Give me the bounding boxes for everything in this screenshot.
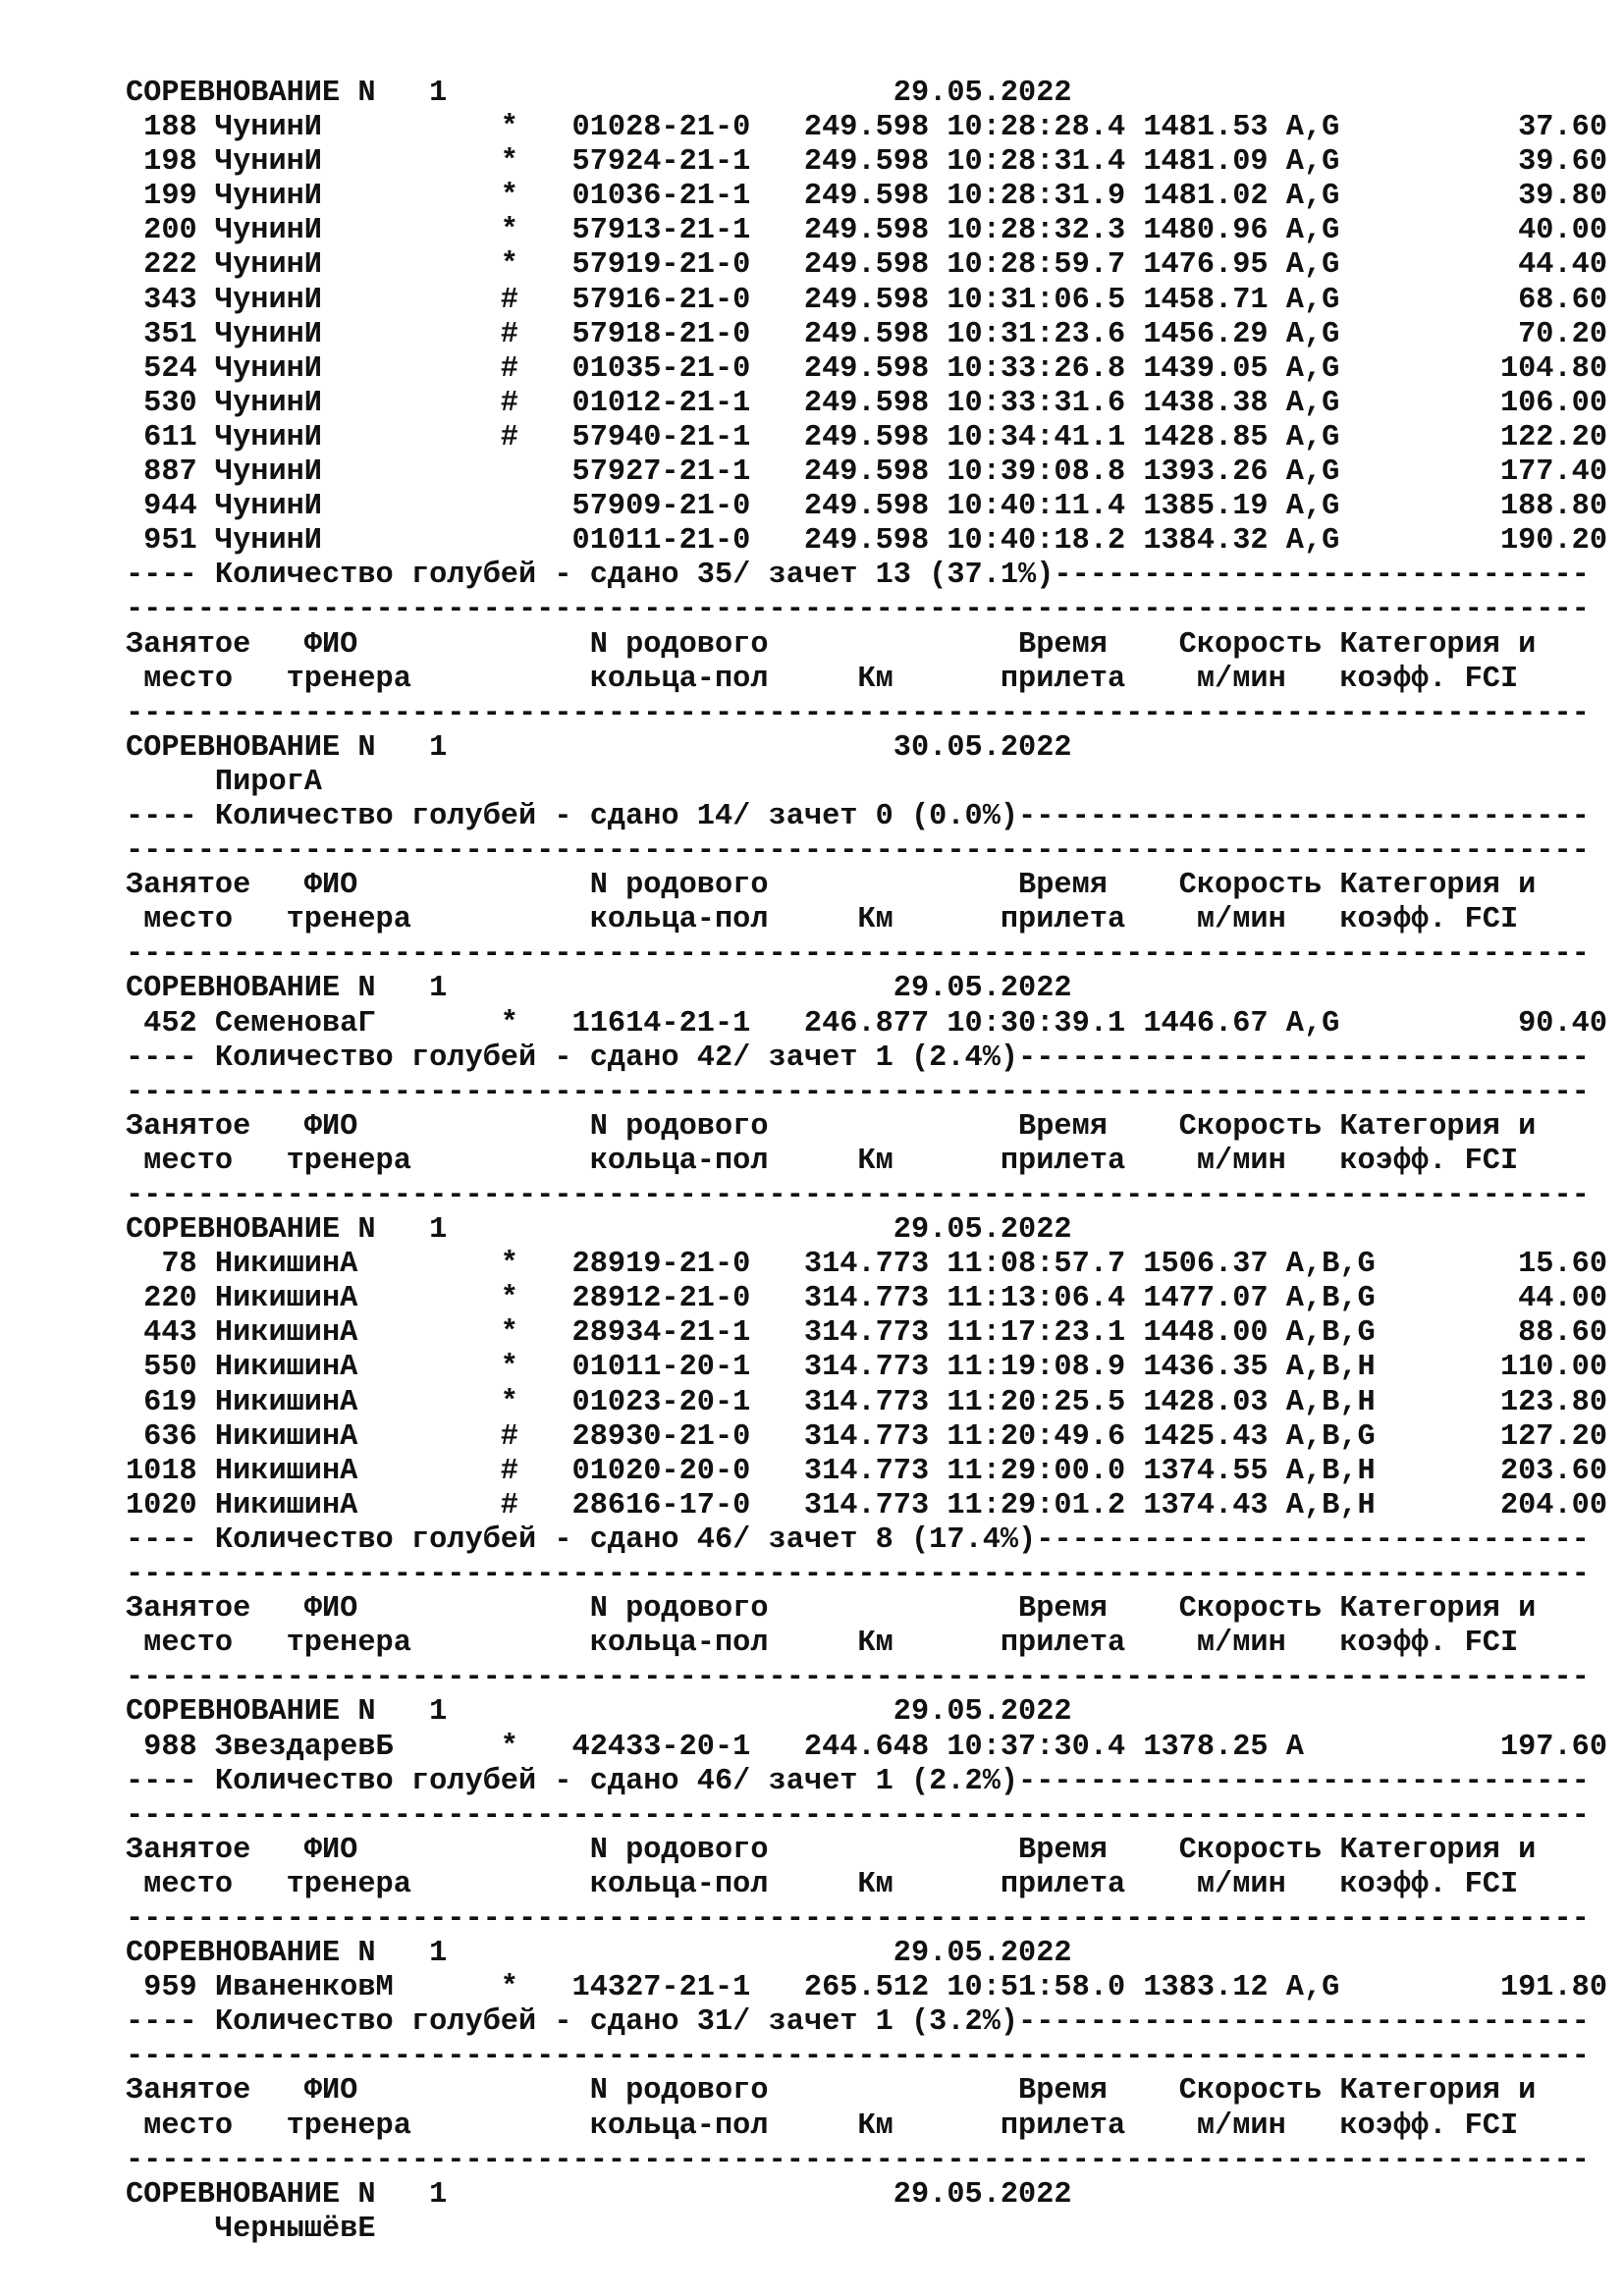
competition-title: СОРЕВНОВАНИЕ N 1 29.05.2022 (126, 1695, 1072, 1730)
competition-title: СОРЕВНОВАНИЕ N 1 29.05.2022 (126, 2177, 1072, 2212)
header-divider: ---------------------------------------------------------------------------------- (126, 696, 1590, 730)
section-summary: ---- Количество голубей - сдано 31/ зачет 1 (3.2%)-------------------------------- (126, 2005, 1590, 2040)
result-row: 887 ЧунинИ 57927-21-1 249.598 10:39:08.8 1393.26 A,G 177.40 (126, 455, 1608, 490)
result-row: 220 НикишинА * 28912-21-0 314.773 11:13:06.4 1477.07 A,B,G 44.00 (126, 1282, 1608, 1316)
section-summary: ---- Количество голубей - сдано 46/ зачет 1 (2.2%)-------------------------------- (126, 1764, 1590, 1798)
section-divider: ---------------------------------------------------------------------------------- (126, 1558, 1590, 1592)
section-divider: ---------------------------------------------------------------------------------- (126, 1798, 1590, 1833)
result-row: 198 ЧунинИ * 57924-21-1 249.598 10:28:31.4 1481.09 A,G 39.60 (126, 145, 1608, 180)
header-divider: ---------------------------------------------------------------------------------- (126, 1901, 1590, 1936)
result-row: 524 ЧунинИ # 01035-21-0 249.598 10:33:26.8 1439.05 A,G 104.80 (126, 351, 1608, 386)
section-divider: ---------------------------------------------------------------------------------- (126, 593, 1590, 627)
header-divider: ---------------------------------------------------------------------------------- (126, 2143, 1590, 2177)
result-row: 951 ЧунинИ 01011-21-0 249.598 10:40:18.2 1384.32 A,G 190.20 (126, 524, 1608, 559)
result-row: 1018 НикишинА # 01020-20-0 314.773 11:29:00.0 1374.55 A,B,H 203.60 (126, 1454, 1608, 1488)
result-row: 452 СеменоваГ * 11614-21-1 246.877 10:30:39.1 1446.67 A,G 90.40 (126, 1006, 1608, 1041)
section-summary: ---- Количество голубей - сдано 14/ зачет 0 (0.0%)-------------------------------- (126, 799, 1590, 833)
result-row: 636 НикишинА # 28930-21-0 314.773 11:20:49.6 1425.43 A,B,G 127.20 (126, 1419, 1608, 1454)
section-summary: ---- Количество голубей - сдано 42/ зачет 1 (2.4%)-------------------------------- (126, 1041, 1590, 1075)
section-divider: ---------------------------------------------------------------------------------- (126, 834, 1590, 869)
result-row: 530 ЧунинИ # 01012-21-1 249.598 10:33:31.6 1438.38 A,G 106.00 (126, 386, 1608, 420)
section-summary: ---- Количество голубей - сдано 46/ зачет 8 (17.4%)------------------------------- (126, 1522, 1590, 1557)
column-header-line-2: место тренера кольца-пол Км прилета м/мин коэфф. FCI (126, 1144, 1519, 1178)
result-row: ПирогА (126, 765, 322, 799)
result-row: 550 НикишинА * 01011-20-1 314.773 11:19:08.9 1436.35 A,B,H 110.00 (126, 1351, 1608, 1385)
column-header-line-2: место тренера кольца-пол Км прилета м/мин коэфф. FCI (126, 1627, 1519, 1661)
competition-title: СОРЕВНОВАНИЕ N 1 29.05.2022 (126, 1937, 1072, 1971)
results-report (126, 77, 1608, 2247)
result-row: 351 ЧунинИ # 57918-21-0 249.598 10:31:23.6 1456.29 A,G 70.20 (126, 317, 1608, 351)
column-header-line-2: место тренера кольца-пол Км прилета м/мин коэфф. FCI (126, 662, 1519, 696)
column-header-line-1: Занятое ФИО N родового Время Скорость Категория и (126, 869, 1537, 903)
result-row: 959 ИваненковМ * 14327-21-1 265.512 10:51:58.0 1383.12 A,G 191.80 (126, 1971, 1608, 2005)
result-row: 343 ЧунинИ # 57916-21-0 249.598 10:31:06.5 1458.71 A,G 68.60 (126, 283, 1608, 317)
result-row: 1020 НикишинА # 28616-17-0 314.773 11:29:01.2 1374.43 A,B,H 204.00 (126, 1488, 1608, 1522)
result-row: 611 ЧунинИ # 57940-21-1 249.598 10:34:41.1 1428.85 A,G 122.20 (126, 420, 1608, 454)
competition-title: СОРЕВНОВАНИЕ N 1 29.05.2022 (126, 972, 1072, 1006)
result-row: 188 ЧунинИ * 01028-21-0 249.598 10:28:28.4 1481.53 A,G 37.60 (126, 111, 1608, 145)
column-header-line-1: Занятое ФИО N родового Время Скорость Категория и (126, 1109, 1537, 1144)
result-row: 619 НикишинА * 01023-20-1 314.773 11:20:25.5 1428.03 A,B,H 123.80 (126, 1385, 1608, 1419)
header-divider: ---------------------------------------------------------------------------------- (126, 1179, 1590, 1212)
result-row: 443 НикишинА * 28934-21-1 314.773 11:17:23.1 1448.00 A,B,G 88.60 (126, 1316, 1608, 1351)
header-divider: ---------------------------------------------------------------------------------- (126, 1661, 1590, 1695)
column-header-line-2: место тренера кольца-пол Км прилета м/мин коэфф. FCI (126, 1867, 1519, 1901)
header-divider: ---------------------------------------------------------------------------------- (126, 937, 1590, 972)
column-header-line-2: место тренера кольца-пол Км прилета м/мин коэфф. FCI (126, 2109, 1519, 2143)
result-row: 199 ЧунинИ * 01036-21-1 249.598 10:28:31.9 1481.02 A,G 39.80 (126, 180, 1608, 214)
column-header-line-1: Занятое ФИО N родового Время Скорость Категория и (126, 627, 1537, 662)
competition-title: СОРЕВНОВАНИЕ N 1 29.05.2022 (126, 77, 1072, 110)
result-row: 78 НикишинА * 28919-21-0 314.773 11:08:57.7 1506.37 A,B,G 15.60 (126, 1248, 1608, 1282)
result-row: 200 ЧунинИ * 57913-21-1 249.598 10:28:32.3 1480.96 A,G 40.00 (126, 214, 1608, 248)
column-header-line-1: Занятое ФИО N родового Время Скорость Категория и (126, 2074, 1537, 2109)
section-divider: ---------------------------------------------------------------------------------- (126, 1075, 1590, 1109)
competition-title: СОРЕВНОВАНИЕ N 1 30.05.2022 (126, 730, 1072, 765)
result-row: 944 ЧунинИ 57909-21-0 249.598 10:40:11.4 1385.19 A,G 188.80 (126, 490, 1608, 524)
column-header-line-1: Занятое ФИО N родового Время Скорость Категория и (126, 1592, 1537, 1627)
competition-title: СОРЕВНОВАНИЕ N 1 29.05.2022 (126, 1213, 1072, 1248)
column-header-line-2: место тренера кольца-пол Км прилета м/мин коэфф. FCI (126, 903, 1519, 937)
result-row: 222 ЧунинИ * 57919-21-0 249.598 10:28:59.7 1476.95 A,G 44.40 (126, 248, 1608, 283)
result-row: 988 ЗвездаревБ * 42433-20-1 244.648 10:37:30.4 1378.25 A 197.60 (126, 1730, 1608, 1764)
section-divider: ---------------------------------------------------------------------------------- (126, 2040, 1590, 2074)
section-summary: ---- Количество голубей - сдано 35/ зачет 13 (37.1%)------------------------------ (126, 559, 1590, 593)
column-header-line-1: Занятое ФИО N родового Время Скорость Категория и (126, 1833, 1537, 1867)
result-row: ЧернышёвЕ (126, 2212, 376, 2246)
